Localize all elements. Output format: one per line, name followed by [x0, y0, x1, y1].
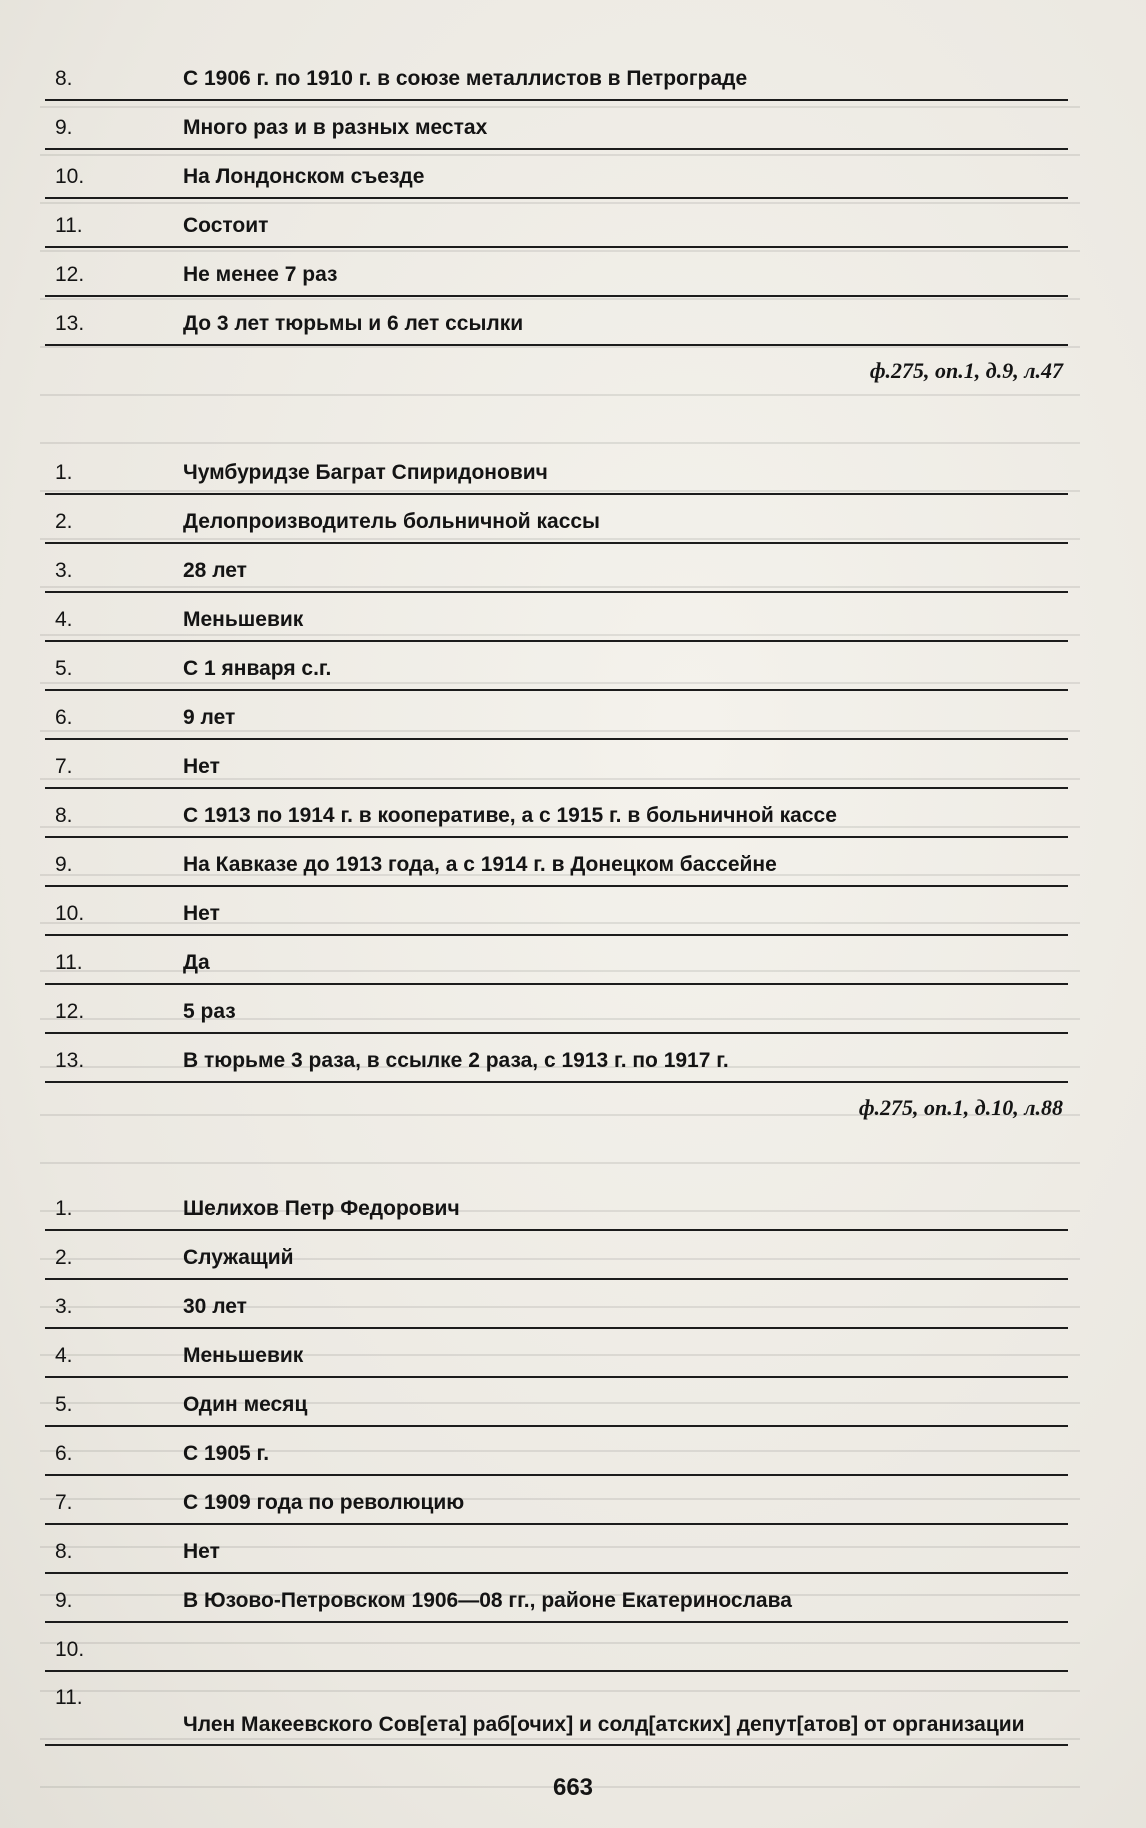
row-number: 7. [55, 1491, 73, 1514]
row-answer: Нет [183, 755, 220, 778]
table-row [45, 1329, 1068, 1378]
row-number: 9. [55, 1589, 73, 1612]
row-number: 10. [55, 902, 85, 925]
row-number: 4. [55, 1344, 73, 1367]
row-number: 12. [55, 263, 85, 286]
table-row [45, 691, 1068, 740]
row-number: 13. [55, 312, 85, 335]
table-row [45, 199, 1068, 248]
table-row [45, 1427, 1068, 1476]
row-answer: Много раз и в разных местах [183, 116, 488, 139]
row-answer: Член Макеевского Сов[ета] раб[очих] и солд[атских] депут[атов] от организации [183, 1713, 1025, 1736]
table-row [45, 446, 1068, 495]
row-number: 11. [55, 1686, 83, 1709]
row-number: 5. [55, 657, 73, 680]
table-row [45, 1623, 1068, 1672]
table-row [45, 297, 1068, 346]
row-number: 9. [55, 116, 73, 139]
row-answer: Чумбуридзе Баграт Спиридонович [183, 461, 548, 484]
row-number: 12. [55, 1000, 85, 1023]
row-number: 4. [55, 608, 73, 631]
row-answer: 28 лет [183, 559, 247, 582]
row-answer: 9 лет [183, 706, 236, 729]
row-answer: На Кавказе до 1913 года, а с 1914 г. в Донецком бассейне [183, 853, 777, 876]
table-row [45, 1182, 1068, 1231]
row-answer: В Юзово-Петровском 1906—08 гг., районе Екатеринослава [183, 1589, 792, 1612]
row-answer: Меньшевик [183, 1344, 304, 1367]
table-row [45, 838, 1068, 887]
table-row [45, 150, 1068, 199]
table-row [45, 1525, 1068, 1574]
row-answer: Состоит [183, 214, 269, 237]
row-number: 1. [55, 461, 73, 484]
table-row [45, 936, 1068, 985]
row-number: 8. [55, 67, 73, 90]
table-row [45, 789, 1068, 838]
table-row [45, 1476, 1068, 1525]
row-number: 9. [55, 853, 73, 876]
row-number: 6. [55, 706, 73, 729]
row-number: 2. [55, 510, 73, 533]
table-row [45, 101, 1068, 150]
row-answer: С 1 января с.г. [183, 657, 332, 680]
table-row [45, 1034, 1068, 1083]
table-row [45, 1231, 1068, 1280]
row-answer: 30 лет [183, 1295, 247, 1318]
archive-reference: ф.275, оп.1, д.9, л.47 [869, 358, 1063, 383]
table-row [45, 1280, 1068, 1329]
row-answer: Служащий [183, 1246, 294, 1269]
row-answer: Не менее 7 раз [183, 263, 338, 286]
row-answer: На Лондонском съезде [183, 165, 425, 188]
questionnaire-section-1 [45, 52, 1068, 384]
row-answer: Нет [183, 902, 220, 925]
table-row [45, 642, 1068, 691]
row-answer: Меньшевик [183, 608, 304, 631]
row-answer: В тюрьме 3 раза, в ссылке 2 раза, с 1913 г. по 1917 г. [183, 1049, 729, 1072]
table-row [45, 52, 1068, 101]
table-row [45, 544, 1068, 593]
row-number: 2. [55, 1246, 73, 1269]
row-number: 10. [55, 1638, 85, 1661]
questionnaire-section-2 [45, 446, 1068, 1121]
row-answer: С 1909 года по революцию [183, 1491, 465, 1514]
row-answer: Нет [183, 1540, 220, 1563]
table-row [45, 1672, 1068, 1746]
row-number: 3. [55, 559, 73, 582]
row-number: 8. [55, 804, 73, 827]
table-row [45, 593, 1068, 642]
row-number: 11. [55, 214, 83, 237]
row-answer: С 1913 по 1914 г. в кооперативе, а с 1915 г. в больничной кассе [183, 804, 837, 827]
row-number: 10. [55, 165, 85, 188]
row-number: 6. [55, 1442, 73, 1465]
row-answer: Да [183, 951, 210, 974]
row-answer: Один месяц [183, 1393, 308, 1416]
row-number: 8. [55, 1540, 73, 1563]
page-number: 663 [552, 1774, 594, 1801]
row-number: 1. [55, 1197, 73, 1220]
questionnaire-section-3 [45, 1182, 1068, 1746]
row-answer: Делопроизводитель больничной кассы [183, 510, 600, 533]
table-row [45, 985, 1068, 1034]
row-number: 7. [55, 755, 73, 778]
row-number: 11. [55, 951, 83, 974]
row-answer: Шелихов Петр Федорович [183, 1197, 460, 1220]
row-number: 5. [55, 1393, 73, 1416]
row-number: 13. [55, 1049, 85, 1072]
row-answer: С 1906 г. по 1910 г. в союзе металлистов в Петрограде [183, 67, 748, 90]
table-row [45, 740, 1068, 789]
archive-reference: ф.275, оп.1, д.10, л.88 [858, 1095, 1063, 1120]
table-row [45, 495, 1068, 544]
row-answer: С 1905 г. [183, 1442, 270, 1465]
row-answer: 5 раз [183, 1000, 236, 1023]
table-row [45, 1574, 1068, 1623]
table-row [45, 248, 1068, 297]
row-number: 3. [55, 1295, 73, 1318]
table-row [45, 887, 1068, 936]
row-answer: До 3 лет тюрьмы и 6 лет ссылки [183, 312, 524, 335]
table-row [45, 1378, 1068, 1427]
